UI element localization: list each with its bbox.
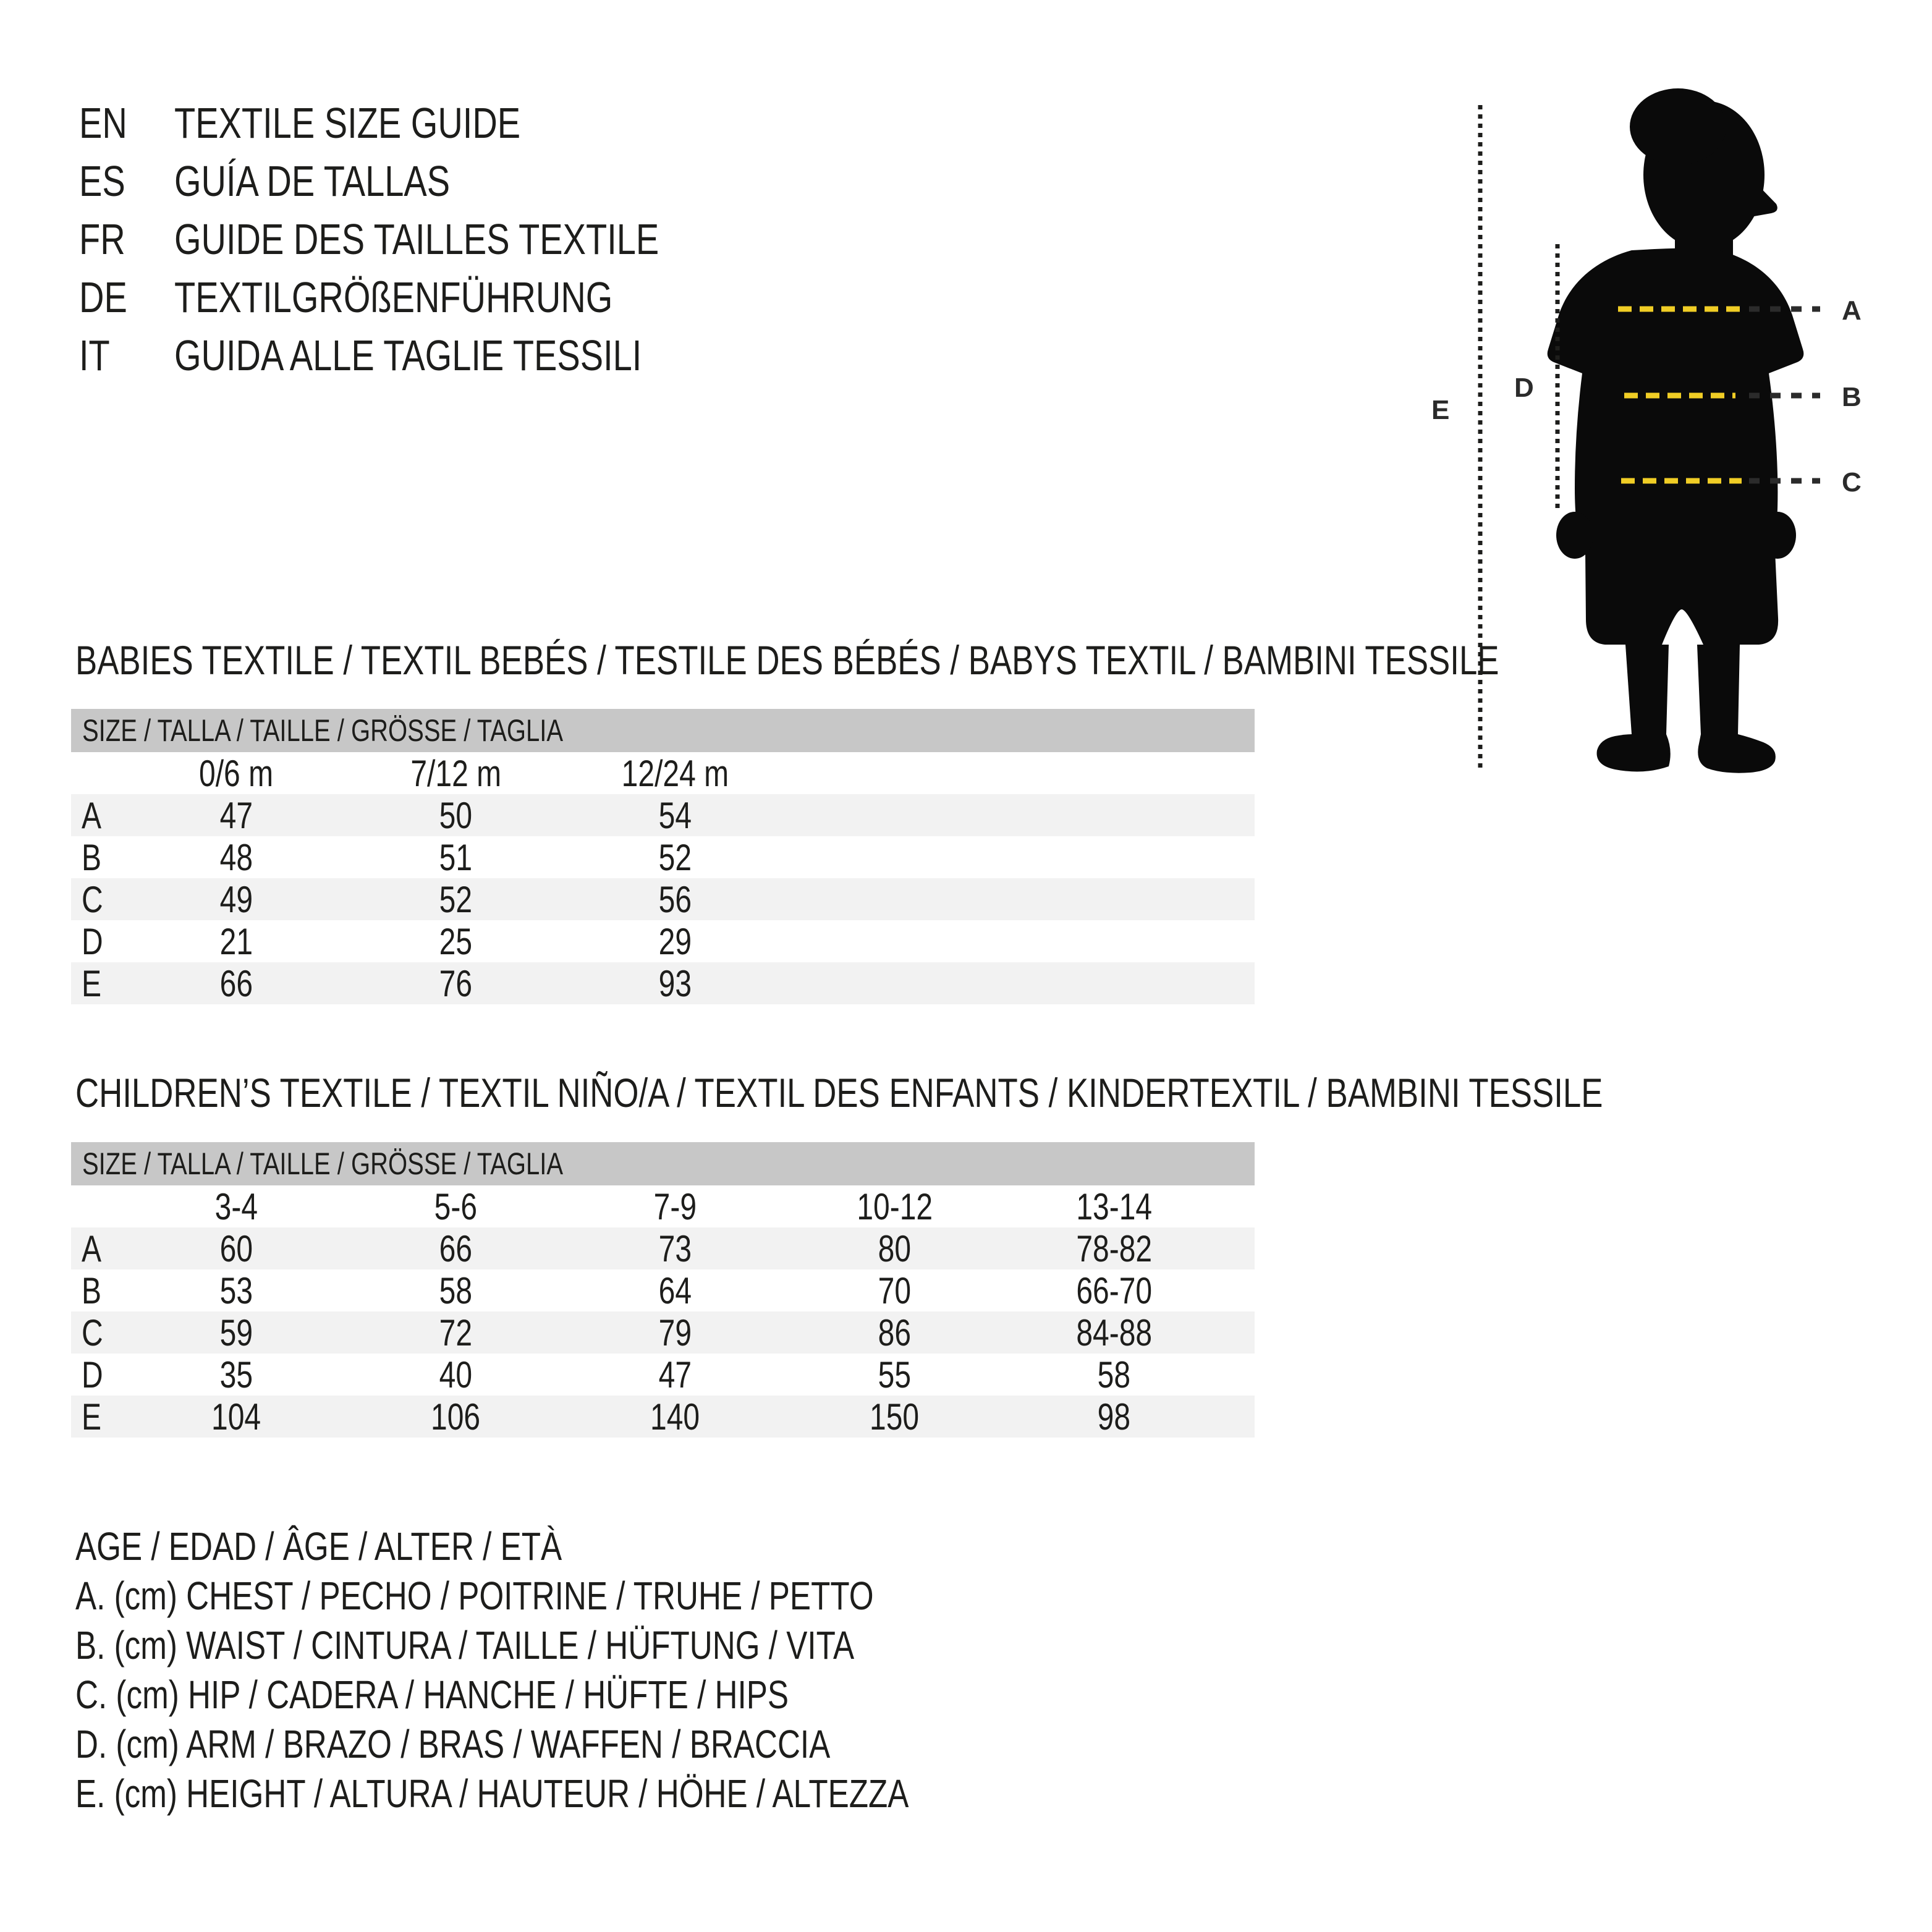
language-title: GUIDA ALLE TAGLIE TESSILI [174,331,642,379]
language-code: ES [79,157,125,205]
column-header: 10-12 [857,1186,933,1227]
table-row: D 21 25 29 [82,921,692,962]
legend-line-age: AGE / EDAD / ÂGE / ALTER / ETÀ [75,1524,562,1569]
children-column-headers [71,1185,1255,1227]
table-row: A 47 50 54 [71,794,1255,836]
table-row: A 60 66 73 80 78-82 [71,1227,1255,1269]
table-row: E 104 106 140 150 98 [71,1396,1255,1438]
column-header: 7/12 m [410,753,501,794]
legend-line-chest: A. (cm) CHEST / PECHO / POITRINE / TRUHE / PETTO [75,1574,874,1618]
babies-section-title: BABIES TEXTILE / TEXTIL BEBÉS / TESTILE DES BÉBÉS / BABYS TEXTIL / BAMBINI TESSILE [75,637,1499,683]
column-header: 7-9 [653,1186,697,1227]
table-row: B 48 51 52 [82,837,692,878]
legend-line-hip: C. (cm) HIP / CADERA / HANCHE / HÜFTE / HIPS [75,1672,789,1717]
table-row: D 35 40 47 55 58 [82,1354,1131,1396]
legend-line-waist: B. (cm) WAIST / CINTURA / TAILLE / HÜFTUNG / VITA [75,1623,855,1667]
children-size-table [71,1142,1255,1438]
legend-line-height: E. (cm) HEIGHT / ALTURA / HAUTEUR / HÖHE / ALTEZZA [75,1771,909,1816]
language-code: IT [79,331,110,379]
language-row-fr [79,210,780,268]
measurement-figure [1409,80,1932,797]
children-size-header-band: SIZE / TALLA / TAILLE / GRÖSSE / TAGLIA [71,1142,1255,1185]
column-header: 12/24 m [621,753,729,794]
column-header: 3-4 [214,1186,258,1227]
figure-label-d: D [1514,373,1534,403]
children-section-title: CHILDREN’S TEXTILE / TEXTIL NIÑO/A / TEXTIL DES ENFANTS / KINDERTEXTIL / BAMBINI TESSILE [75,1070,1603,1116]
legend-line-arm: D. (cm) ARM / BRAZO / BRAS / WAFFEN / BRACCIA [75,1722,831,1766]
babies-size-header-band: SIZE / TALLA / TAILLE / GRÖSSE / TAGLIA [71,709,1255,752]
language-code: DE [79,273,127,321]
figure-label-b: B [1842,382,1862,412]
language-row-de [79,268,780,326]
left-shoe [1597,734,1671,772]
language-row-es [79,152,780,210]
figure-label-e: E [1431,395,1450,425]
column-header: 0/6 m [199,753,274,794]
column-header: 13-14 [1076,1186,1152,1227]
children-table-rows [71,1227,1255,1438]
table-row: C 59 72 79 86 84-88 [71,1311,1255,1354]
right-shoe [1698,734,1776,773]
babies-column-headers [71,752,1255,794]
language-row-it [79,326,780,384]
language-title: GUIDE DES TAILLES TEXTILE [174,215,659,263]
figure-label-c: C [1842,467,1862,498]
table-row: E 66 76 93 [71,962,1255,1004]
language-title: GUÍA DE TALLAS [174,157,451,205]
measurement-legend [75,1522,1117,1818]
shorts [1585,551,1778,645]
table-row: B 53 58 64 70 66-70 [82,1270,1152,1311]
language-code: EN [79,99,127,147]
language-title: TEXTILGRÖßENFÜHRUNG [174,273,613,321]
language-row-en [79,94,780,152]
language-code: FR [79,215,125,263]
column-header: 5-6 [434,1186,478,1227]
table-row: C 49 52 56 [71,878,1255,920]
babies-table-rows [71,794,1255,1004]
language-header [79,94,780,384]
babies-size-table [71,709,1255,1004]
tshirt [1548,248,1804,554]
figure-label-a: A [1842,295,1862,326]
nose [1754,182,1777,216]
language-title: TEXTILE SIZE GUIDE [174,99,521,147]
